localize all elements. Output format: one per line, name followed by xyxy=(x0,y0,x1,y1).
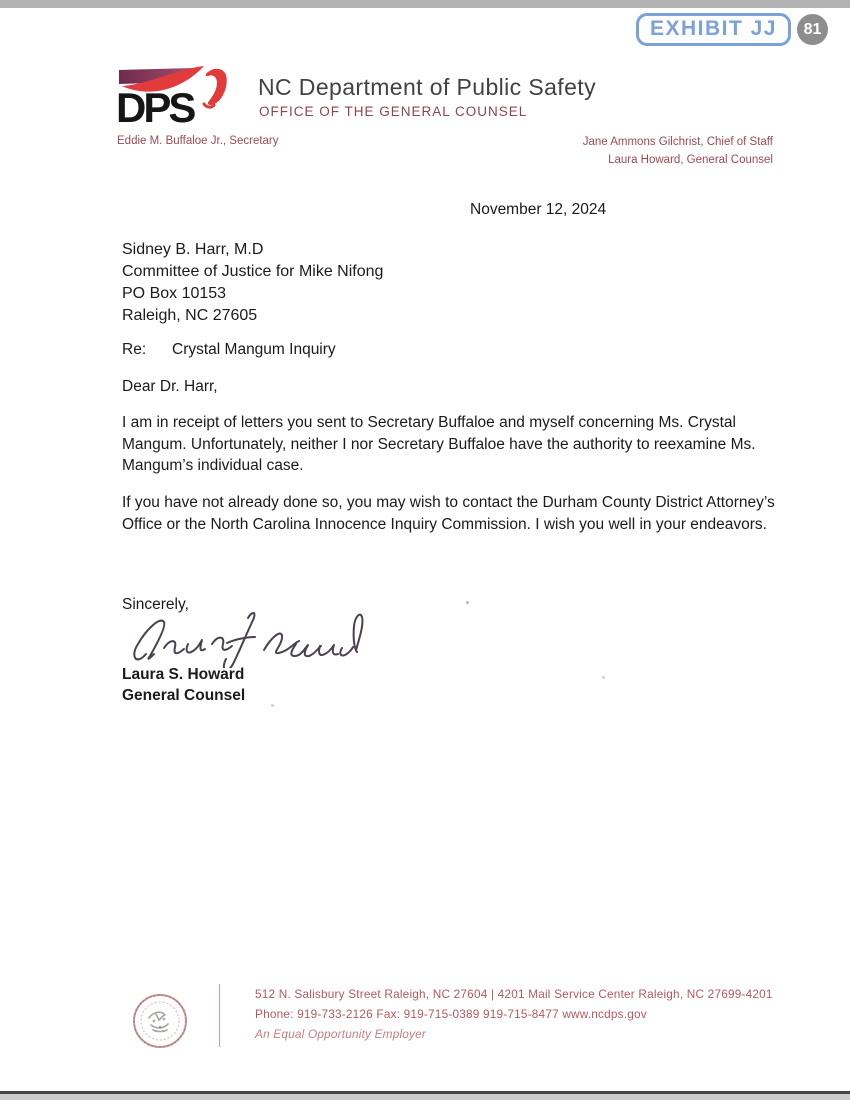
recipient-city: Raleigh, NC 27605 xyxy=(122,307,258,324)
office-subtitle: OFFICE OF THE GENERAL COUNSEL xyxy=(259,104,528,119)
chief-of-staff-line: Jane Ammons Gilchrist, Chief of Staff xyxy=(582,136,773,148)
footer-address-line: 512 N. Salisbury Street Raleigh, NC 27604 | 4201 Mail Service Center Raleigh, NC 27699-4201 xyxy=(255,987,773,1001)
re-label: Re: xyxy=(122,341,147,358)
re-line xyxy=(122,341,336,359)
recipient-org: Committee of Justice for Mike Nifong xyxy=(122,263,384,280)
recipient-address xyxy=(122,239,383,327)
footer-eoe-line: An Equal Opportunity Employer xyxy=(255,1027,427,1041)
scan-speck xyxy=(466,601,469,604)
dps-logo xyxy=(116,64,236,135)
footer-divider xyxy=(219,984,220,1047)
scan-speck xyxy=(271,704,274,707)
body-paragraph-1: I am in receipt of letters you sent to Secretary Buffaloe and myself concerning Ms. Crystal Mangum. Unfortunately, neither I nor Secretary Buffaloe have the authority to reexamine Ms. Mangum’s individual case. xyxy=(122,414,756,474)
secretary-line: Eddie M. Buffaloe Jr., Secretary xyxy=(117,135,279,147)
body-paragraph-2: If you have not already done so, you may wish to contact the Durham County District Attorney’s Office or the North Carolina Innocence Inquiry Commission. I wish you well in your endeavors. xyxy=(122,494,775,533)
department-title: NC Department of Public Safety xyxy=(258,74,596,100)
footer-contact-line: Phone: 919-733-2126 Fax: 919-715-0389 919-715-8477 www.ncdps.gov xyxy=(255,1007,647,1021)
scan-speck xyxy=(602,676,605,679)
recipient-name: Sidney B. Harr, M.D xyxy=(122,241,264,258)
scan-edge-top xyxy=(0,0,850,8)
staff-lines xyxy=(583,133,773,169)
general-counsel-line: Laura Howard, General Counsel xyxy=(608,154,773,166)
exhibit-number-badge: 81 xyxy=(797,14,828,45)
svg-text:DPS: DPS xyxy=(116,84,194,130)
scan-edge-bottom xyxy=(0,1094,850,1100)
state-seal xyxy=(131,992,189,1055)
re-subject: Crystal Mangum Inquiry xyxy=(172,341,336,358)
dps-logo-icon xyxy=(116,64,236,130)
state-seal-icon xyxy=(131,992,189,1050)
exhibit-stamp: EXHIBIT JJ xyxy=(636,13,791,46)
exhibit-stamp-group xyxy=(636,13,828,46)
signature xyxy=(130,606,370,673)
signer-title: General Counsel xyxy=(122,687,246,704)
letter-date: November 12, 2024 xyxy=(470,201,607,218)
recipient-pobox: PO Box 10153 xyxy=(122,285,227,302)
signature-icon xyxy=(130,606,370,668)
footer-block xyxy=(255,984,773,1044)
closing: Sincerely, xyxy=(122,596,189,613)
salutation: Dear Dr. Harr, xyxy=(122,378,218,395)
signer-block xyxy=(122,664,245,706)
signer-name: Laura S. Howard xyxy=(122,666,245,683)
